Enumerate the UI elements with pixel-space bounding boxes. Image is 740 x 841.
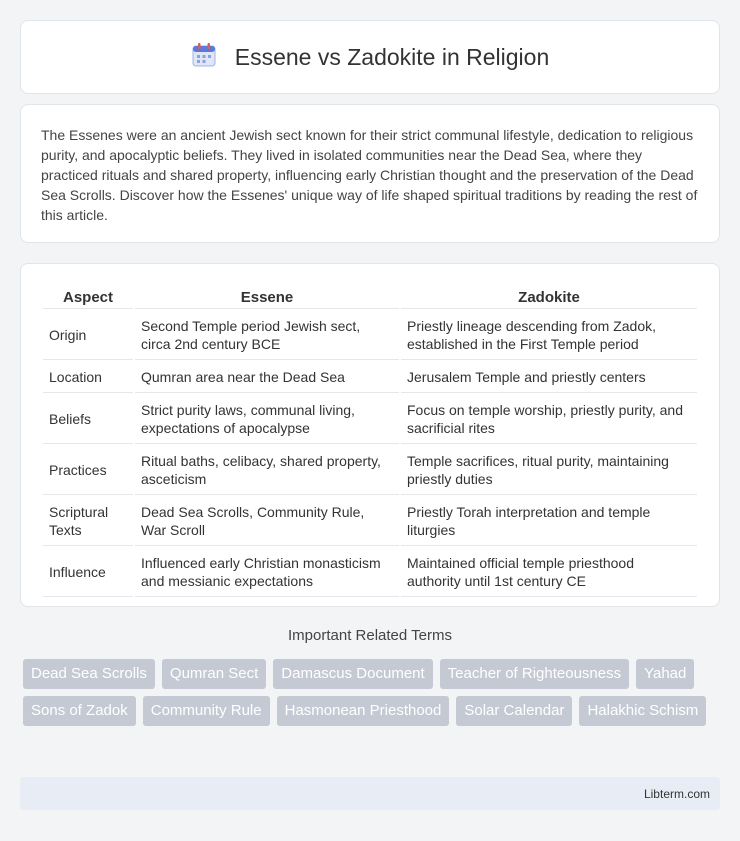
term-tag[interactable]: Yahad bbox=[636, 659, 694, 689]
row-aspect: Influence bbox=[43, 548, 133, 597]
header-essene: Essene bbox=[135, 284, 399, 309]
term-tag[interactable]: Halakhic Schism bbox=[579, 696, 706, 726]
table-row bbox=[43, 497, 697, 546]
table-row bbox=[43, 395, 697, 444]
table-row bbox=[43, 548, 697, 597]
term-tag[interactable]: Sons of Zadok bbox=[23, 696, 136, 726]
term-tag[interactable]: Solar Calendar bbox=[456, 696, 572, 726]
related-terms-list bbox=[23, 659, 723, 726]
intro-card bbox=[20, 104, 720, 243]
header-aspect: Aspect bbox=[43, 284, 133, 309]
table-row bbox=[43, 311, 697, 360]
row-essene: Dead Sea Scrolls, Community Rule, War Scroll bbox=[135, 497, 399, 546]
row-zadokite: Maintained official temple priesthood authority until 1st century CE bbox=[401, 548, 697, 597]
table-header-row bbox=[43, 284, 697, 309]
term-tag[interactable]: Qumran Sect bbox=[162, 659, 266, 689]
footer-site-link[interactable]: Libterm.com bbox=[643, 786, 710, 801]
term-tag[interactable]: Teacher of Righteousness bbox=[440, 659, 629, 689]
row-zadokite: Priestly lineage descending from Zadok, established in the First Temple period bbox=[401, 311, 697, 360]
row-aspect: Scriptural Texts bbox=[43, 497, 133, 546]
table-row bbox=[43, 446, 697, 495]
row-aspect: Origin bbox=[43, 311, 133, 360]
row-aspect: Location bbox=[43, 362, 133, 393]
row-essene: Influenced early Christian monasticism and messianic expectations bbox=[135, 548, 399, 597]
row-zadokite: Focus on temple worship, priestly purity, and sacrificial rites bbox=[401, 395, 697, 444]
term-tag[interactable]: Hasmonean Priesthood bbox=[277, 696, 450, 726]
row-essene: Second Temple period Jewish sect, circa 2nd century BCE bbox=[135, 311, 399, 360]
footer bbox=[20, 777, 720, 810]
row-aspect: Practices bbox=[43, 446, 133, 495]
comparison-table bbox=[41, 282, 699, 599]
row-aspect: Beliefs bbox=[43, 395, 133, 444]
row-essene: Strict purity laws, communal living, expectations of apocalypse bbox=[135, 395, 399, 444]
term-tag[interactable]: Dead Sea Scrolls bbox=[23, 659, 155, 689]
row-zadokite: Temple sacrifices, ritual purity, maintaining priestly duties bbox=[401, 446, 697, 495]
term-tag[interactable]: Community Rule bbox=[143, 696, 270, 726]
header-zadokite: Zadokite bbox=[401, 284, 697, 309]
intro-text: The Essenes were an ancient Jewish sect known for their strict communal lifestyle, dedication to religious purity, and apocalyptic beliefs. They lived in isolated communities near the Dead Sea, where they practiced rituals and shared property, influencing early Christian thought and the preservation of the Dead Sea Scrolls. Discover how the Essenes' unique way of life shaped spiritual traditions by reading the rest of this article. bbox=[41, 127, 698, 223]
calendar-icon bbox=[191, 42, 217, 73]
header-card bbox=[20, 20, 720, 94]
row-zadokite: Priestly Torah interpretation and temple liturgies bbox=[401, 497, 697, 546]
row-essene: Qumran area near the Dead Sea bbox=[135, 362, 399, 393]
term-tag[interactable]: Damascus Document bbox=[273, 659, 432, 689]
related-terms-title: Important Related Terms bbox=[288, 627, 452, 644]
comparison-table-card bbox=[20, 263, 720, 607]
row-essene: Ritual baths, celibacy, shared property, asceticism bbox=[135, 446, 399, 495]
row-zadokite: Jerusalem Temple and priestly centers bbox=[401, 362, 697, 393]
page-title: Essene vs Zadokite in Religion bbox=[234, 43, 550, 70]
table-row bbox=[43, 362, 697, 393]
